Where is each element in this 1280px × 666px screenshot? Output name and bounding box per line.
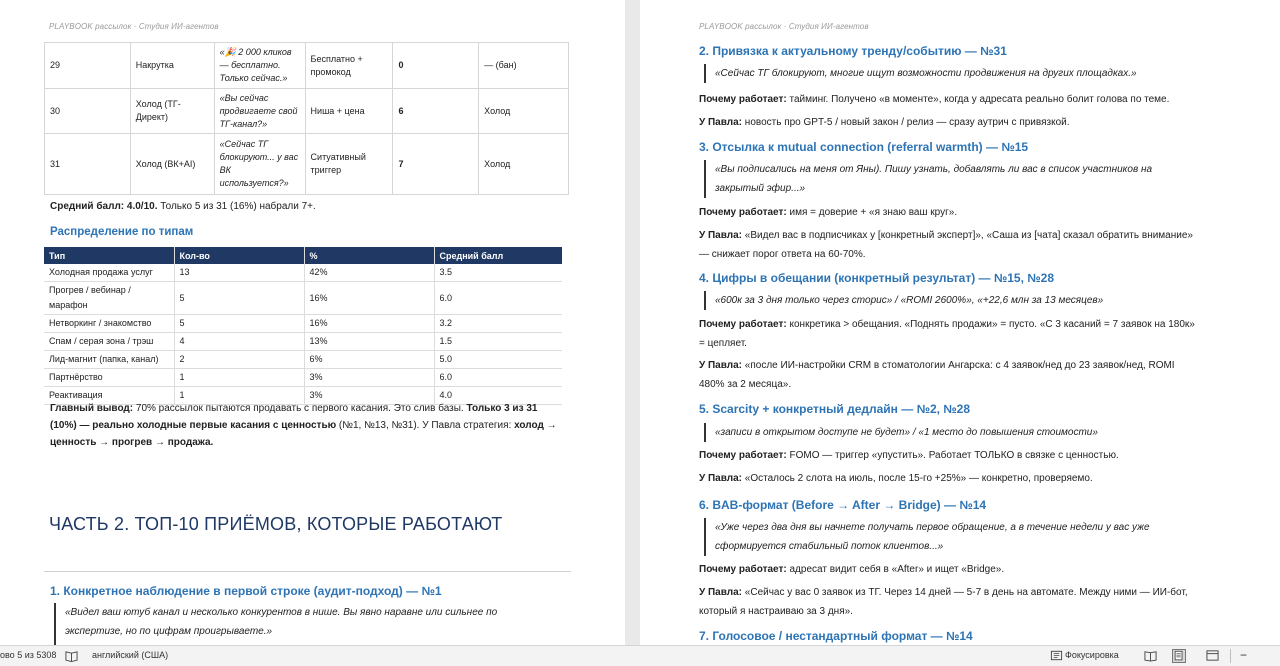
table-cell: 6.0 bbox=[434, 282, 562, 315]
table-cell: 13% bbox=[304, 333, 434, 351]
table-cell: 16% bbox=[304, 315, 434, 333]
table-cell: 6.0 bbox=[434, 369, 562, 387]
pavel-label: У Павла: bbox=[699, 230, 743, 241]
why-it-works bbox=[699, 203, 1229, 222]
why-it-works bbox=[699, 446, 1229, 465]
table-cell: 4.0 bbox=[434, 387, 562, 405]
table-cell: «Вы сейчас продвигаете свой ТГ-канал?» bbox=[214, 89, 305, 134]
column-header: % bbox=[304, 247, 434, 264]
table-cell: 5 bbox=[174, 282, 304, 315]
table-row bbox=[44, 351, 562, 369]
table-cell: «Сейчас ТГ блокируют... у вас ВК используется?» bbox=[214, 134, 305, 195]
quote-line: «Видел ваш ютуб канал и несколько конкурентов в нише. Вы явно наравне или сильнее по bbox=[65, 607, 498, 618]
pavel-text: «Видел вас в подписчиках у [конкретный эксперт]», «Саша из [чата] сказал обратить внимание» bbox=[742, 230, 1193, 241]
pavel-text: новость про GPT-5 / новый закон / релиз — сразу аутрич с привязкой. bbox=[742, 117, 1070, 128]
table-cell: 6% bbox=[304, 351, 434, 369]
pavel-line bbox=[699, 602, 1229, 621]
table-cell: Спам / серая зона / трэш bbox=[44, 333, 174, 351]
why-text: конкретика > обещания. «Поднять продажи» = пусто. «С 3 касаний = 7 заявок на 180к» bbox=[786, 319, 1195, 330]
conclusion-bold-3: (10%) — реально холодные первые касания с ценностью bbox=[50, 420, 337, 431]
table-row bbox=[45, 134, 569, 195]
focus-mode-icon[interactable] bbox=[1050, 649, 1063, 662]
table-cell: 3.2 bbox=[434, 315, 562, 333]
table-row bbox=[44, 282, 562, 315]
section-title-6: 6. BAB-формат (Before → After → Bridge) — №14 bbox=[699, 498, 987, 512]
table-cell: 1 bbox=[174, 387, 304, 405]
table-cell: — (бан) bbox=[479, 43, 569, 89]
table-cell: Холод (ВК+AI) bbox=[130, 134, 214, 195]
chapter-rule bbox=[44, 571, 571, 572]
pavel-label: У Павла: bbox=[699, 117, 743, 128]
quote-line: сформируется стабильный поток клиентов...» bbox=[715, 541, 944, 552]
quote-1 bbox=[55, 603, 497, 641]
avg-score-bold: Средний балл: 4.0/10. bbox=[50, 201, 158, 212]
word-count[interactable]: ово 5 из 5308 bbox=[0, 650, 57, 660]
distribution-heading: Распределение по типам bbox=[50, 226, 194, 238]
column-header: Кол-во bbox=[174, 247, 304, 264]
conclusion-label: Главный вывод: bbox=[50, 403, 134, 414]
avg-score-rest: Только 5 из 31 (16%) набрали 7+. bbox=[157, 201, 316, 212]
examples-table bbox=[44, 42, 569, 195]
why-it-works bbox=[699, 560, 1229, 579]
pavel-line bbox=[699, 113, 1229, 132]
table-cell: 5 bbox=[174, 315, 304, 333]
why-label: Почему работает: bbox=[699, 450, 787, 461]
table-row bbox=[45, 89, 569, 134]
table-cell: 3.5 bbox=[434, 264, 562, 282]
column-header: Тип bbox=[44, 247, 174, 264]
page-header: PLAYBOOK рассылок · Студия ИИ-агентов bbox=[49, 22, 219, 31]
section-title-1: 1. Конкретное наблюдение в первой строке (аудит-подход) — №1 bbox=[50, 584, 442, 598]
read-mode-icon[interactable] bbox=[1144, 649, 1157, 662]
conclusion-bold-4: холод → bbox=[514, 420, 557, 431]
pavel-line bbox=[699, 226, 1229, 245]
pavel-line bbox=[699, 469, 1229, 488]
column-header: Средний балл bbox=[434, 247, 562, 264]
quote-line: закрытый эфир...» bbox=[715, 183, 806, 194]
pavel-line bbox=[699, 583, 1229, 602]
print-layout-icon bbox=[1173, 650, 1185, 662]
section-title-5: 5. Scarcity + конкретный дедлайн — №2, №28 bbox=[699, 402, 971, 416]
table-cell: Ситуативный триггер bbox=[305, 134, 393, 195]
table-cell: Прогрев / вебинар / марафон bbox=[44, 282, 174, 315]
conclusion-text-1: 70% рассылок пытаются продавать с первого касания. Это слив базы. bbox=[133, 403, 467, 414]
status-bar bbox=[0, 645, 1280, 666]
quote-line: «Уже через два дня вы начнете получать первое обращение, а в течение недели у вас уже bbox=[715, 522, 1150, 533]
table-cell: 1.5 bbox=[434, 333, 562, 351]
pavel-text: который я настраиваю за 3 дня». bbox=[699, 606, 853, 617]
table-cell: Партнёрство bbox=[44, 369, 174, 387]
why-line bbox=[699, 203, 1229, 222]
table-cell: 1 bbox=[174, 369, 304, 387]
pavel-text: «после ИИ-настройки CRM в стоматологии Ангарска: с 4 заявок/нед до 23 заявок/нед, ROMI bbox=[742, 360, 1175, 371]
table-cell: 7 bbox=[393, 134, 479, 195]
page-header: PLAYBOOK рассылок · Студия ИИ-агентов bbox=[699, 22, 869, 31]
table-row bbox=[44, 333, 562, 351]
section-title-2: 2. Привязка к актуальному тренду/событию — №31 bbox=[699, 44, 1007, 58]
pavel-example bbox=[699, 356, 1229, 394]
pavel-example bbox=[699, 469, 1229, 488]
main-conclusion bbox=[50, 400, 560, 451]
pavel-example bbox=[699, 113, 1229, 132]
quote-line: «записи в открытом доступе не будет» / «1 место до повышения стоимости» bbox=[715, 427, 1098, 438]
table-cell: 5.0 bbox=[434, 351, 562, 369]
quote-line: «Сейчас ТГ блокируют, многие ищут возможности продвижения на других площадках.» bbox=[715, 68, 1137, 79]
table-cell: 6 bbox=[393, 89, 479, 134]
table-cell: 4 bbox=[174, 333, 304, 351]
document-page-right bbox=[640, 0, 1280, 645]
table-cell: 30 bbox=[45, 89, 131, 134]
table-row bbox=[45, 43, 569, 89]
section-title-4: 4. Цифры в обещании (конкретный результат) — №15, №28 bbox=[699, 271, 1055, 285]
table-row bbox=[44, 369, 562, 387]
why-text: имя = доверие + «я знаю ваш круг». bbox=[786, 207, 958, 218]
conclusion-bold-5: ценность → прогрев → продажа. bbox=[50, 437, 214, 448]
table-cell: 29 bbox=[45, 43, 131, 89]
pavel-label: У Павла: bbox=[699, 473, 743, 484]
why-it-works bbox=[699, 90, 1229, 109]
section-title-7: 7. Голосовое / нестандартный формат — №14 bbox=[699, 629, 973, 643]
quote-line: «600к за 3 дня только через сторис» / «ROMI 2600%», «+22,6 млн за 13 месяцев» bbox=[715, 295, 1104, 306]
table-cell: Холодная продажа услуг bbox=[44, 264, 174, 282]
why-line bbox=[699, 560, 1229, 579]
why-label: Почему работает: bbox=[699, 94, 787, 105]
pavel-label: У Павла: bbox=[699, 587, 743, 598]
distribution-table bbox=[44, 247, 562, 405]
table-cell: Нетворкинг / знакомство bbox=[44, 315, 174, 333]
table-cell: Ниша + цена bbox=[305, 89, 393, 134]
table-cell: 0 bbox=[393, 43, 479, 89]
focus-mode-button[interactable]: Фокусировка bbox=[1065, 650, 1119, 660]
why-it-works bbox=[699, 315, 1229, 353]
table-cell: Лид-магнит (папка, канал) bbox=[44, 351, 174, 369]
pavel-text: — снижает порог ответа на 60-70%. bbox=[699, 249, 866, 260]
pavel-label: У Павла: bbox=[699, 360, 743, 371]
table-cell: Реактивация bbox=[44, 387, 174, 405]
pavel-text: 480% за 2 месяца». bbox=[699, 379, 792, 390]
why-label: Почему работает: bbox=[699, 319, 787, 330]
why-label: Почему работает: bbox=[699, 564, 787, 575]
why-text: адресат видит себя в «After» и ищет «Bridge». bbox=[786, 564, 1005, 575]
table-cell: 31 bbox=[45, 134, 131, 195]
why-text: = цепляет. bbox=[699, 338, 747, 349]
table-cell: 2 bbox=[174, 351, 304, 369]
language-indicator[interactable]: английский (США) bbox=[92, 650, 169, 660]
quote-2 bbox=[705, 64, 1225, 83]
quote-line: «Вы подписались на меня от Яны). Пишу узнать, добавлять ли вас в список участников на bbox=[715, 164, 1153, 175]
web-layout-icon[interactable] bbox=[1206, 649, 1219, 662]
why-line bbox=[699, 446, 1229, 465]
table-cell: 3% bbox=[304, 387, 434, 405]
table-row bbox=[44, 264, 562, 282]
table-cell: 42% bbox=[304, 264, 434, 282]
section-title-3: 3. Отсылка к mutual connection (referral warmth) — №15 bbox=[699, 140, 1029, 154]
pavel-text: «Осталось 2 слота на июль, после 15-го +25%» — конкретно, проверяемо. bbox=[742, 473, 1093, 484]
table-cell: Накрутка bbox=[130, 43, 214, 89]
why-line bbox=[699, 90, 1229, 109]
table-cell: Холод bbox=[479, 134, 569, 195]
table-row bbox=[44, 315, 562, 333]
why-line bbox=[699, 315, 1229, 334]
table-cell: 13 bbox=[174, 264, 304, 282]
document-page-left bbox=[0, 0, 625, 645]
table-cell: Бесплатно + промокод bbox=[305, 43, 393, 89]
why-line bbox=[699, 334, 1229, 353]
table-cell: 3% bbox=[304, 369, 434, 387]
table-cell: Холод (ТГ-Директ) bbox=[130, 89, 214, 134]
zoom-out-button[interactable]: − bbox=[1240, 648, 1248, 662]
table-cell: 16% bbox=[304, 282, 434, 315]
pavel-example bbox=[699, 226, 1229, 264]
pavel-line bbox=[699, 245, 1229, 264]
quote-6 bbox=[705, 518, 1225, 556]
table-cell: «🎉 2 000 кликов — бесплатно. Только сейчас.» bbox=[214, 43, 305, 89]
conclusion-text-2: (№1, №13, №31). У Павла стратегия: bbox=[336, 420, 515, 431]
why-text: тайминг. Получено «в моменте», когда у адресата реально болит голова по теме. bbox=[786, 94, 1170, 105]
pavel-text: «Сейчас у вас 0 заявок из ТГ. Через 14 дней — 5-7 в день на автомате. Между ними — ИИ-бот, bbox=[742, 587, 1188, 598]
proofing-book-icon[interactable] bbox=[65, 649, 78, 662]
quote-4 bbox=[705, 291, 1225, 310]
pavel-line bbox=[699, 356, 1229, 375]
quote-line: экспертизе, но по цифрам проигрываете.» bbox=[65, 626, 273, 637]
why-label: Почему работает: bbox=[699, 207, 787, 218]
quote-5 bbox=[705, 423, 1225, 442]
why-text: FOMO — триггер «упустить». Работает ТОЛЬКО в связке с ценностью. bbox=[786, 450, 1119, 461]
pavel-example bbox=[699, 583, 1229, 621]
print-layout-button[interactable] bbox=[1172, 649, 1186, 663]
status-divider bbox=[1230, 649, 1231, 663]
chapter-title: ЧАСТЬ 2. ТОП-10 ПРИЁМОВ, КОТОРЫЕ РАБОТАЮТ bbox=[49, 514, 503, 534]
pavel-line bbox=[699, 375, 1229, 394]
table-header-row bbox=[44, 247, 562, 264]
avg-score-line bbox=[50, 198, 316, 215]
table-cell: Холод bbox=[479, 89, 569, 134]
conclusion-bold-2: Только 3 из 31 bbox=[466, 403, 538, 414]
quote-3 bbox=[705, 160, 1225, 198]
